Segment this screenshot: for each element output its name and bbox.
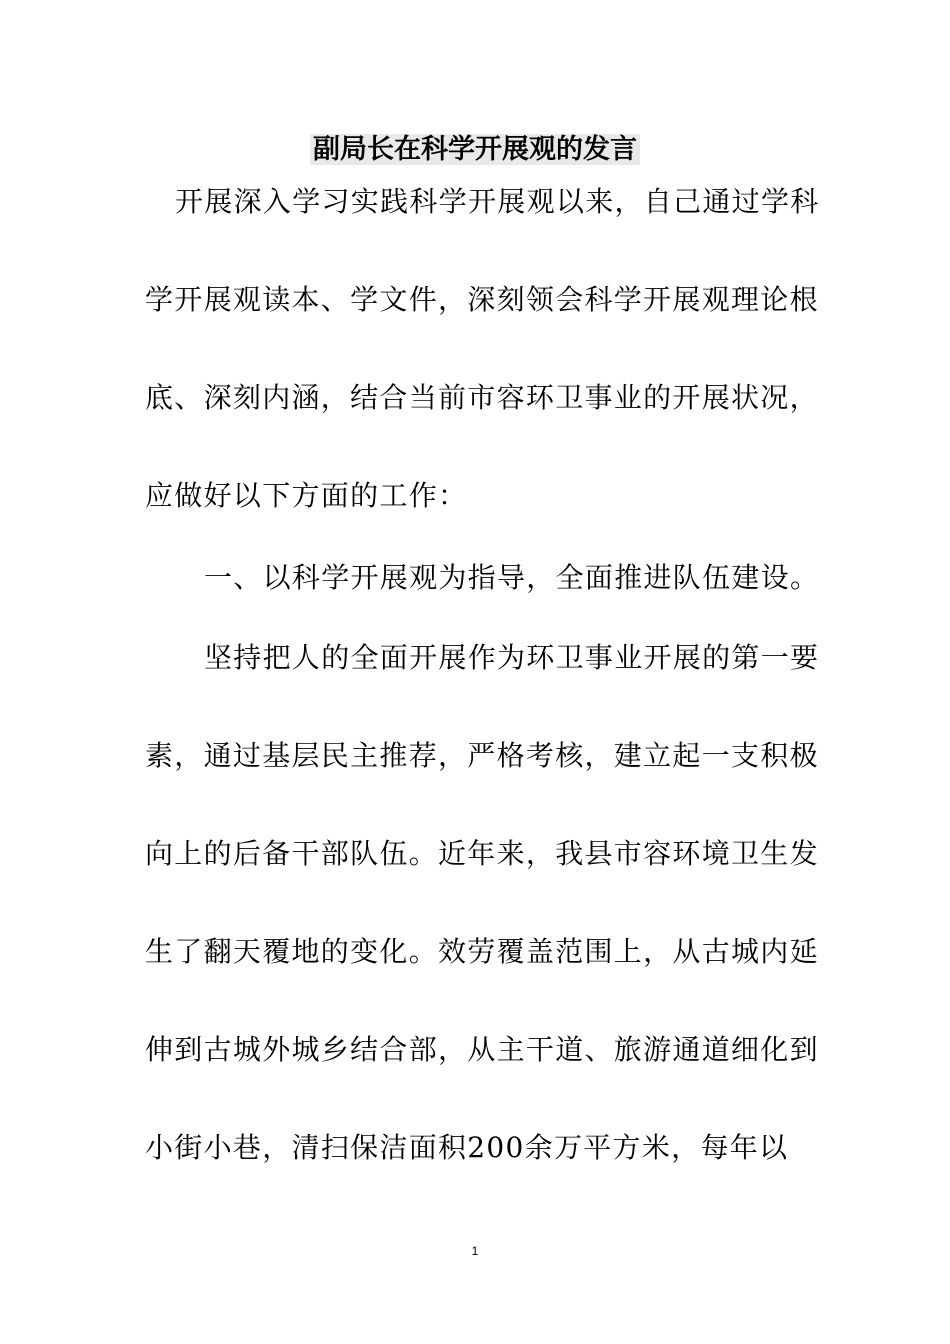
paragraph-line: 生了翻天覆地的变化。效劳覆盖范围上，从古城内延 xyxy=(145,935,819,968)
paragraph-line: 学开展观读本、学文件，深刻领会科学开展观理论根 xyxy=(145,283,819,316)
paragraph-line: 伸到古城外城乡结合部，从主干道、旅游通道细化到 xyxy=(145,1033,819,1066)
paragraph-line: 开展深入学习实践科学开展观以来，自己通过学科 xyxy=(175,185,820,218)
paragraph-line: 应做好以下方面的工作： xyxy=(145,479,468,512)
paragraph-line: 坚持把人的全面开展作为环卫事业开展的第一要 xyxy=(204,641,820,674)
paragraph-line: 向上的后备干部队伍。近年来，我县市容环境卫生发 xyxy=(145,837,819,870)
paragraph-line: 小街小巷，清扫保洁面积200余万平方米，每年以 xyxy=(145,1131,789,1164)
paragraph-line: 底、深刻内涵，结合当前市容环卫事业的开展状况， xyxy=(145,381,819,414)
paragraph-line: 素，通过基层民主推荐，严格考核，建立起一支积极 xyxy=(145,739,819,772)
page-number: 1 xyxy=(471,1244,479,1258)
document-title xyxy=(0,130,950,170)
section-heading: 一、以科学开展观为指导，全面推进队伍建设。 xyxy=(204,561,820,594)
document-title-text: 副局长在科学开展观的发言 xyxy=(310,134,640,165)
